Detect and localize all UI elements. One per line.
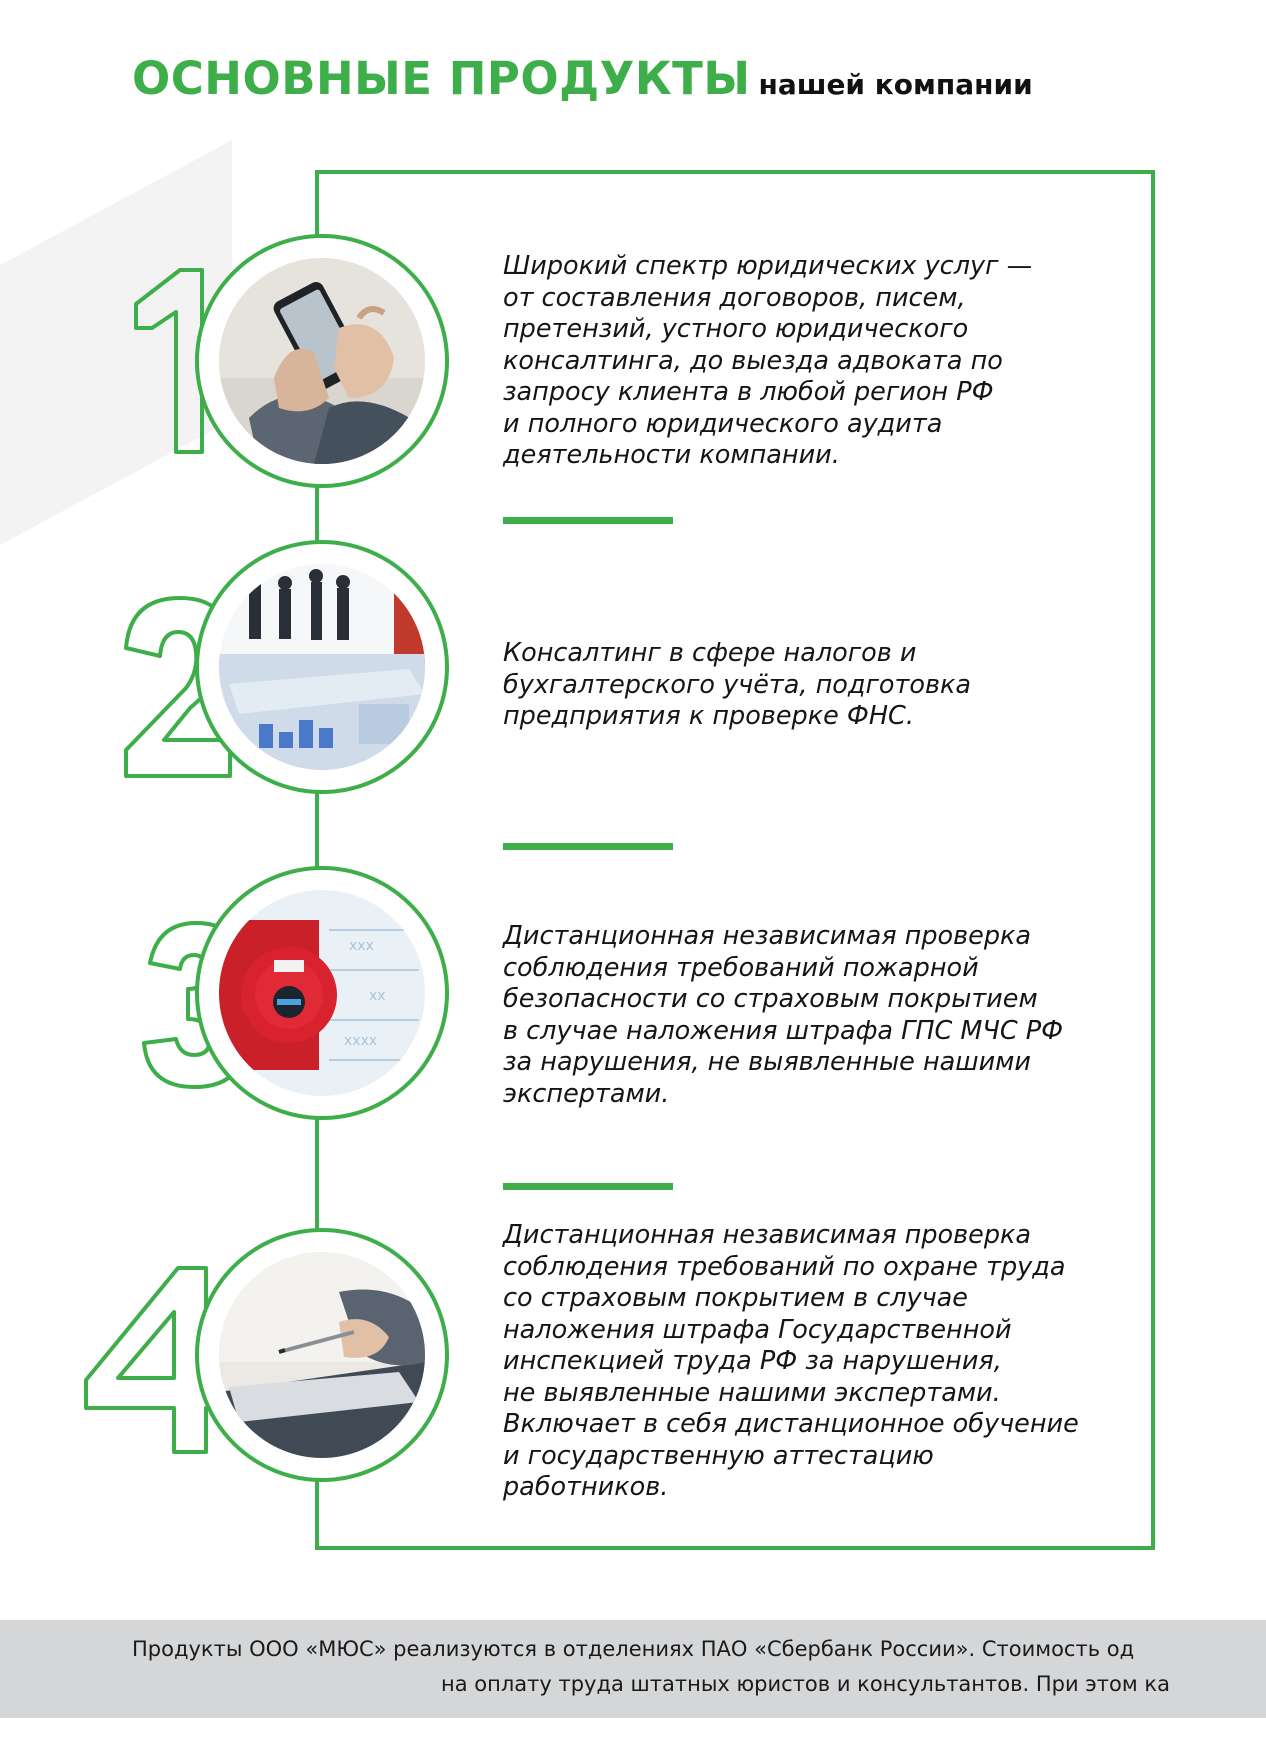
product-image-4 bbox=[219, 1252, 425, 1458]
footer-text-line-2: на оплату труда штатных юристов и консультантов. При этом ка bbox=[441, 1672, 1170, 1696]
product-description-2: Консалтинг в сфере налогов и бухгалтерского учёта, подготовка предприятия к проверке ФНС. bbox=[503, 638, 972, 731]
product-divider-2 bbox=[503, 843, 673, 850]
product-description-4: Дистанционная независимая проверка соблюдения требований по охране труда со страховым покрытием в случае наложения штрафа Государственной инспекцией труда РФ за нарушения, не выявленные нашими экспертами. Включает в себя дистанционное обучение и государственную аттестацию работников. bbox=[503, 1220, 1079, 1502]
product-description-1: Широкий спектр юридических услуг — от составления договоров, писем, претензий, устного юридического консалтинга, до выезда адвоката по запросу клиента в любой регион РФ и полного юридического аудита деятельности компании. bbox=[503, 251, 1033, 470]
product-image-3 bbox=[219, 890, 425, 1096]
page-title bbox=[132, 52, 1033, 105]
svg-text:xxxx: xxxx bbox=[344, 1033, 378, 1049]
product-divider-1 bbox=[503, 517, 673, 524]
page-title-main: ОСНОВНЫЕ ПРОДУКТЫ bbox=[132, 52, 751, 105]
product-image-1 bbox=[219, 258, 425, 464]
svg-text:xxx: xxx bbox=[349, 938, 374, 954]
product-image-2 bbox=[219, 564, 425, 770]
product-divider-3 bbox=[503, 1183, 673, 1190]
page-title-sub: нашей компании bbox=[758, 68, 1033, 101]
svg-text:xx: xx bbox=[369, 988, 386, 1004]
footer-band bbox=[0, 1620, 1266, 1718]
footer-text-line-1: Продукты ООО «МЮС» реализуются в отделениях ПАО «Сбербанк России». Стоимость од bbox=[132, 1637, 1135, 1661]
product-description-3: Дистанционная независимая проверка соблюдения требований пожарной безопасности со страховым покрытием в случае наложения штрафа ГПС МЧС РФ за нарушения, не выявленные нашими экспертами. bbox=[503, 921, 1064, 1109]
